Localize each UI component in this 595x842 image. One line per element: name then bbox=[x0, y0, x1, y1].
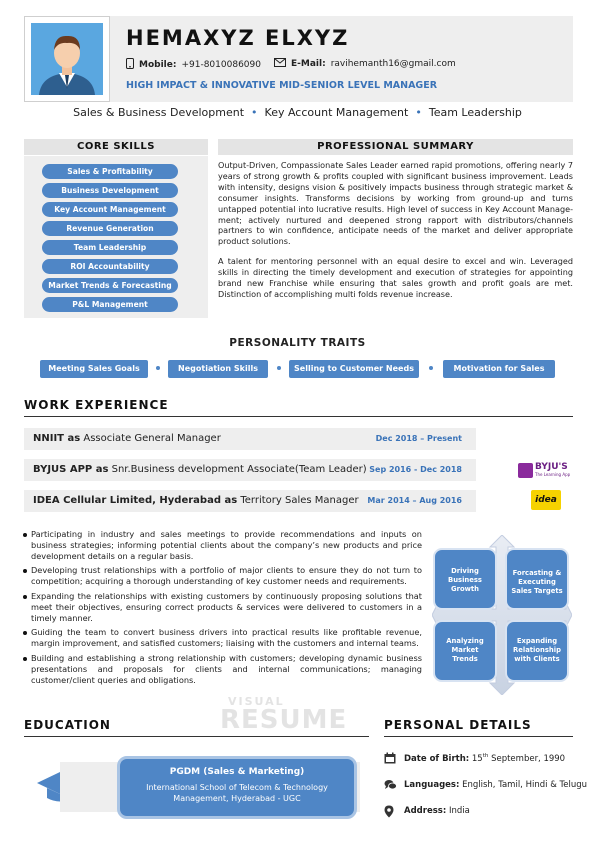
job-role: Territory Sales Manager bbox=[237, 495, 359, 506]
tagline: HIGH IMPACT & INNOVATIVE MID-SENIOR LEVEL MANAGER bbox=[126, 80, 438, 91]
mobile-contact bbox=[126, 58, 261, 72]
email-value: ravihemanth16@gmail.com bbox=[330, 59, 456, 69]
job-company: IDEA Cellular Limited, Hyderabad as bbox=[33, 495, 238, 506]
list-item: Participating in industry and sales meetings to provide recommendations and inputs on business strategies; informing potential clients about the company’s new products and price development details on a regular basis. bbox=[22, 529, 422, 561]
summary-paragraph: Output-Driven, Compassionate Sales Leader earned rapid promotions, offering nearly 7 years of strong growth & profits coupled with significant business improvement. Leads with intensity, designs vision & positively impacts business through strategic market & consumer insights. Transforms decisions by working from ground-up and turns untapped potential into lucrative results. High level of success in Key Account Manage-ment; actively nurtured and deepened strong rapport with distributors/channels partners to win confidence, anticipate needs of the market and deliver appropriate product solutions. bbox=[218, 160, 573, 247]
byjus-mark-icon bbox=[518, 463, 533, 478]
section-divider bbox=[24, 416, 573, 417]
education-card bbox=[117, 756, 357, 819]
list-item: Developing trust relationships with a portfolio of major clients to ensure they do not turn to competition; acquiring a thorough understanding of key customer needs and requirements. bbox=[22, 565, 422, 587]
experience-heading: WORK EXPERIENCE bbox=[24, 398, 169, 412]
trait-pill: Negotiation Skills bbox=[168, 360, 268, 378]
education-school: Management, Hyderabad - UGC bbox=[173, 794, 301, 803]
mobile-label: Mobile: bbox=[139, 60, 177, 70]
languages-label: Languages: bbox=[404, 780, 460, 790]
diagram-label: Growth bbox=[451, 585, 479, 593]
dob-day: 15 bbox=[471, 753, 483, 764]
section-divider bbox=[24, 736, 369, 737]
trait-pill: Motivation for Sales bbox=[443, 360, 555, 378]
bullet-dot: • bbox=[415, 106, 422, 119]
bullet-dot bbox=[429, 366, 433, 370]
job-dates: Sep 2016 - Dec 2018 bbox=[369, 465, 462, 474]
job-role: Snr.Business development Associate(Team Leader) bbox=[108, 464, 367, 475]
focus-item: Key Account Management bbox=[264, 106, 409, 119]
diagram-label: Expanding bbox=[516, 637, 558, 645]
bullet-dot bbox=[277, 366, 281, 370]
job-row bbox=[24, 428, 476, 450]
byjus-logo bbox=[518, 461, 574, 479]
job-row bbox=[24, 490, 476, 512]
dob-suffix: th bbox=[482, 752, 489, 759]
focus-areas bbox=[0, 106, 595, 119]
diagram-label: Market bbox=[451, 646, 479, 654]
diagram-label: Driving bbox=[451, 567, 479, 575]
core-skills-heading: CORE SKILLS bbox=[24, 139, 208, 155]
languages-row bbox=[384, 779, 587, 791]
calendar-icon bbox=[384, 752, 396, 764]
skill-pill: ROI Accountability bbox=[42, 259, 178, 274]
address-value: India bbox=[448, 806, 470, 816]
mobile-value: +91-8010086090 bbox=[181, 60, 261, 70]
job-dates: Dec 2018 – Present bbox=[375, 434, 462, 443]
byjus-logo-text: BYJU'S bbox=[535, 462, 568, 472]
phone-icon bbox=[126, 58, 134, 72]
job-role: Associate General Manager bbox=[80, 433, 221, 444]
diagram-label: Relationship bbox=[513, 646, 561, 654]
list-item: Expanding the relationships with existing customers by continuously proposing solutions that meet their objectives, ensuring correct products & services were delivered to customers in a timely manner. bbox=[22, 591, 422, 623]
watermark-top: VISUAL bbox=[228, 695, 285, 708]
address-label: Address: bbox=[404, 806, 447, 816]
idea-logo: idea bbox=[531, 490, 561, 510]
bullet-dot: • bbox=[251, 106, 258, 119]
core-skills-panel bbox=[24, 156, 208, 318]
summary-text bbox=[218, 160, 573, 309]
diagram-label: Executing bbox=[518, 578, 556, 586]
byjus-logo-subtext: The Learning App bbox=[535, 472, 571, 477]
personal-heading: PERSONAL DETAILS bbox=[384, 718, 532, 732]
skill-pill: Revenue Generation bbox=[42, 221, 178, 236]
traits-heading: PERSONALITY TRAITS bbox=[229, 337, 366, 349]
envelope-icon bbox=[274, 58, 286, 70]
dob-value: September, 1990 bbox=[488, 753, 566, 764]
diagram-label: Business bbox=[448, 576, 482, 584]
job-dates: Mar 2014 – Aug 2016 bbox=[367, 496, 462, 505]
skill-pill: Market Trends & Forecasting bbox=[42, 278, 178, 293]
focus-diagram bbox=[432, 535, 572, 695]
diagram-label: Forcasting & bbox=[512, 569, 562, 577]
watermark-main: RESUME bbox=[220, 705, 348, 735]
job-row bbox=[24, 459, 476, 481]
languages-value: English, Tamil, Hindi & Telugu bbox=[462, 780, 588, 790]
list-item: Building and establishing a strong relationship with customers; developing dynamic business presentations and proposals for clients and internal communications; managing customer/client queries and obligations. bbox=[22, 653, 422, 685]
location-pin-icon bbox=[384, 805, 396, 817]
avatar bbox=[24, 16, 110, 102]
job-company: NNIIT as bbox=[33, 433, 81, 444]
watermark bbox=[220, 695, 370, 735]
address-row bbox=[384, 805, 470, 817]
summary-heading: PROFESSIONAL SUMMARY bbox=[218, 139, 573, 155]
bullet-dot bbox=[156, 366, 160, 370]
trait-pill: Meeting Sales Goals bbox=[40, 360, 148, 378]
responsibility-list bbox=[22, 529, 422, 689]
speech-bubble-icon bbox=[384, 779, 396, 791]
education-heading: EDUCATION bbox=[24, 718, 111, 732]
summary-paragraph: A talent for mentoring personnel with an equal desire to excel and win. Leveraged skills in directing the timely development and execution of strategies for appointing brand new Franchise while ensuring that sales growth and profit goals are met. Distinction of accomplishing multi folds revenue increase. bbox=[218, 256, 573, 299]
list-item: Guiding the team to convert business drivers into practical results like profitable revenue, margin improvement, and satisfied customers; liaising with the customers and internal teams. bbox=[22, 627, 422, 649]
education-school: International School of Telecom & Technology bbox=[146, 783, 328, 792]
diagram-label: Trends bbox=[452, 655, 478, 663]
skill-pill: Sales & Profitability bbox=[42, 164, 178, 179]
dob-row bbox=[384, 752, 565, 764]
dob-label: Date of Birth: bbox=[404, 753, 470, 764]
diagram-label: Analyzing bbox=[446, 637, 484, 645]
candidate-name: HEMAXYZ ELXYZ bbox=[126, 26, 350, 50]
job-company: BYJUS APP as bbox=[33, 464, 109, 475]
education-degree: PGDM (Sales & Marketing) bbox=[169, 767, 305, 777]
skill-pill: Team Leadership bbox=[42, 240, 178, 255]
dob-text bbox=[404, 753, 565, 764]
diagram-label: Sales Targets bbox=[511, 587, 563, 595]
focus-item: Sales & Business Development bbox=[73, 106, 245, 119]
trait-pill: Selling to Customer Needs bbox=[289, 360, 419, 378]
diagram-label: with Clients bbox=[514, 655, 560, 663]
skill-pill: Business Development bbox=[42, 183, 178, 198]
focus-item: Team Leadership bbox=[428, 106, 522, 119]
email-contact bbox=[274, 58, 456, 70]
skill-pill: P&L Management bbox=[42, 297, 178, 312]
section-divider bbox=[384, 736, 573, 737]
email-label: E-Mail: bbox=[291, 59, 326, 69]
skill-pill: Key Account Management bbox=[42, 202, 178, 217]
